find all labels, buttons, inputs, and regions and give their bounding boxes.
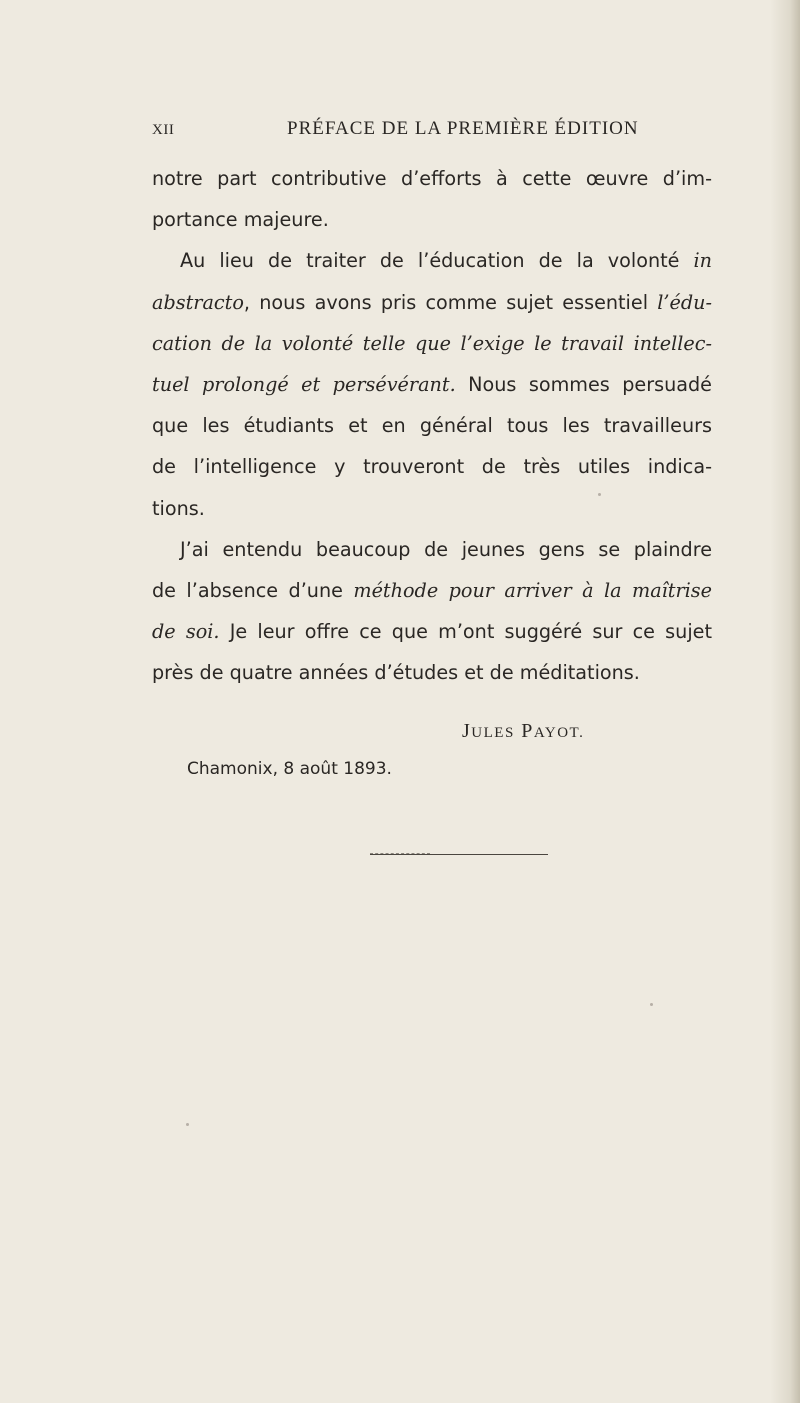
text-line: [152, 405, 712, 446]
text-line: [152, 158, 712, 199]
text-segment: , nous avons pris comme sujet essentiel: [243, 290, 658, 314]
text-segment: de l’intelligence y trouveront de très utiles indica-: [152, 455, 712, 479]
italic-text-segment: abstracto: [152, 290, 244, 314]
text-line: [152, 240, 712, 281]
text-line: [152, 323, 712, 364]
text-line: [152, 652, 712, 693]
place-and-date: Chamonix, 8 août 1893.: [187, 759, 392, 779]
text-line: [152, 529, 712, 570]
paper-speck: [650, 1003, 653, 1006]
italic-text-segment: tuel prolongé et persévérant.: [152, 372, 456, 396]
text-segment: Nous sommes persuadé: [455, 372, 712, 396]
end-rule-divider: [370, 854, 548, 855]
text-segment: portance majeure.: [152, 208, 329, 232]
paper-speck: [186, 1123, 189, 1126]
text-line: [152, 199, 712, 240]
running-title: PRÉFACE DE LA PREMIÈRE ÉDITION: [287, 118, 639, 139]
paper-speck: [598, 493, 601, 496]
italic-text-segment: méthode pour arriver à la maîtrise: [353, 578, 712, 602]
signature-first-initial: J: [462, 720, 472, 742]
preface-body-text: [152, 158, 712, 693]
text-segment: tions.: [152, 496, 205, 520]
italic-text-segment: l’édu-: [657, 290, 712, 314]
text-segment: J’ai entendu beaucoup de jeunes gens se plaindre: [180, 537, 712, 561]
page-header: [152, 118, 712, 148]
text-line: [152, 446, 712, 487]
italic-text-segment: cation de la volonté telle que l’exige le travail intellec-: [152, 331, 712, 355]
text-line: [152, 488, 712, 529]
text-segment: de l’absence d’une: [152, 578, 354, 602]
italic-text-segment: in: [693, 249, 712, 273]
signature-first-rest: ULES: [471, 725, 515, 741]
text-line: [152, 611, 712, 652]
page-number: XII: [152, 122, 175, 138]
text-line: [152, 570, 712, 611]
signature-last-rest: AYOT.: [533, 725, 585, 741]
signature-last-initial: P: [521, 720, 534, 742]
text-line: [152, 282, 712, 323]
text-segment: que les étudiants et en général tous les travailleurs: [152, 414, 712, 438]
italic-text-segment: de soi.: [152, 620, 220, 644]
text-segment: notre part contributive d’efforts à cette œuvre d’im-: [152, 167, 712, 190]
text-segment: près de quatre années d’études et de méditations.: [152, 661, 640, 685]
author-signature: [462, 720, 584, 743]
text-segment: Je leur offre ce que m’ont suggéré sur ce sujet: [219, 620, 712, 644]
text-segment: Au lieu de traiter de l’éducation de la volonté: [180, 249, 694, 273]
text-line: [152, 364, 712, 405]
